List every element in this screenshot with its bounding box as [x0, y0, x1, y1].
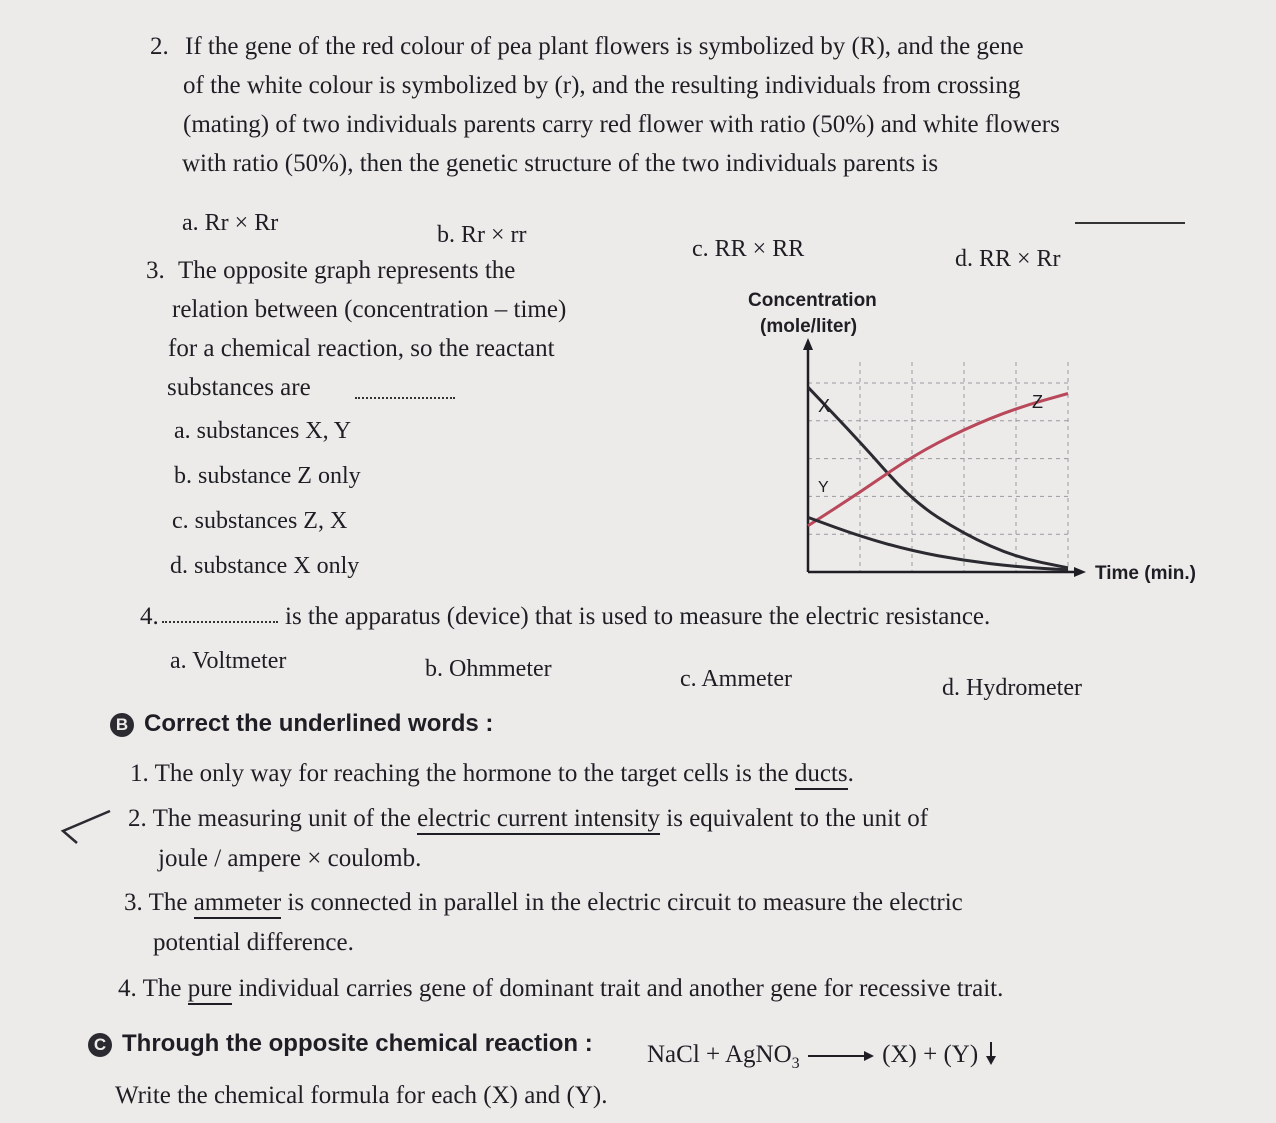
q4-option-b[interactable]: b. Ohmmeter [425, 656, 552, 682]
series-line-z [808, 517, 1068, 570]
b-item-4 [118, 970, 1003, 1007]
series-label-z: Z [1032, 392, 1043, 412]
reaction-arrow-icon [806, 1049, 876, 1063]
section-c-badge: C [88, 1033, 112, 1057]
b-item-2-number: 2. [128, 805, 147, 832]
q2-line-1: If the gene of the red colour of pea plant flowers is symbolized by (R), and the gene [185, 33, 1024, 60]
chart-ylabel-line1: Concentration [748, 290, 877, 311]
chemical-equation [647, 1036, 998, 1082]
q2-option-d[interactable]: d. RR × Rr [955, 246, 1061, 272]
equation-reactants: NaCl + AgNO [647, 1041, 792, 1068]
b-item-4-post: individual carries gene of dominant trait and another gene for recessive trait. [232, 975, 1004, 1002]
b-item-4-underlined[interactable]: pure [188, 975, 232, 1005]
chart-xlabel: Time (min.) [1095, 563, 1196, 584]
q3-option-a[interactable]: a. substances X, Y [174, 418, 352, 444]
b-item-3-post: is connected in parallel in the electric circuit to measure the electric [281, 889, 963, 916]
b-item-2-line2: joule / ampere × coulomb. [158, 845, 422, 872]
b-item-1-underlined[interactable]: ducts [795, 760, 848, 790]
q4-option-c[interactable]: c. Ammeter [680, 666, 792, 692]
concentration-time-chart [740, 280, 1240, 590]
q2-answer-blank[interactable] [1075, 222, 1185, 224]
q3-line-1: The opposite graph represents the [178, 257, 516, 284]
b-item-3-number: 3. [124, 889, 143, 916]
q3-option-b[interactable]: b. substance Z only [174, 463, 361, 489]
b-item-1-text: The only way for reaching the hormone to the target cells is the [154, 760, 789, 787]
precipitate-arrow-icon [984, 1040, 998, 1066]
series-label-y: Y [818, 479, 829, 496]
b-item-2-post: is equivalent to the unit of [660, 805, 929, 832]
b-item-3-line2: potential difference. [153, 929, 354, 956]
q4-number: 4. [140, 603, 159, 630]
q3-number: 3. [146, 257, 165, 284]
equation-subscript: 3 [791, 1055, 800, 1072]
q3-answer-blank[interactable] [355, 397, 455, 399]
series-line-y [808, 394, 1068, 526]
b-item-2 [128, 800, 928, 837]
q2-option-c[interactable]: c. RR × RR [692, 236, 805, 262]
b-item-1-post: . [847, 760, 854, 787]
b-item-3 [124, 884, 963, 921]
b-item-1 [130, 755, 854, 792]
b-item-4-text: The [142, 975, 182, 1002]
q3-line-3: for a chemical reaction, so the reactant [168, 335, 555, 362]
q3-line-4: substances are [167, 374, 311, 401]
chart-ylabel-line2: (mole/liter) [760, 316, 858, 337]
b-item-1-number: 1. [130, 760, 149, 787]
series-line-x [808, 387, 1068, 568]
q2-line-4: with ratio (50%), then the genetic structure of the two individuals parents is [182, 150, 939, 177]
q2-line-2: of the white colour is symbolized by (r), and the resulting individuals from crossing [183, 72, 1021, 99]
section-b-badge: B [110, 713, 134, 737]
section-b-heading [110, 710, 493, 738]
series-label-x: X [818, 396, 831, 416]
chart-y-arrow [803, 338, 813, 350]
chart-grid [808, 362, 1068, 572]
section-b-title: Correct the underlined words : [144, 710, 494, 737]
section-c-instruction: Write the chemical formula for each (X) and (Y). [115, 1082, 608, 1109]
q4-text: is the apparatus (device) that is used to measure the electric resistance. [285, 603, 991, 630]
b-item-2-text: The measuring unit of the [152, 805, 411, 832]
q2-option-a[interactable]: a. Rr × Rr [182, 210, 279, 236]
b-item-3-text: The [148, 889, 188, 916]
q2-line-3: (mating) of two individuals parents carry red flower with ratio (50%) and white flowers [183, 111, 1060, 138]
q4-option-a[interactable]: a. Voltmeter [170, 648, 287, 674]
q3-line-2: relation between (concentration – time) [172, 296, 567, 323]
arrow-mark-icon [55, 805, 115, 845]
q3-option-d[interactable]: d. substance X only [170, 553, 360, 579]
q4-answer-blank[interactable] [162, 621, 278, 623]
b-item-2-underlined[interactable]: electric current intensity [417, 805, 660, 835]
section-c-heading [88, 1030, 593, 1058]
b-item-3-underlined[interactable]: ammeter [194, 889, 281, 919]
equation-products: (X) + (Y) [882, 1041, 979, 1068]
b-item-4-number: 4. [118, 975, 137, 1002]
q2-option-b[interactable]: b. Rr × rr [437, 222, 527, 248]
q3-option-c[interactable]: c. substances Z, X [172, 508, 348, 534]
section-c-title: Through the opposite chemical reaction : [122, 1030, 593, 1057]
q4-option-d[interactable]: d. Hydrometer [942, 675, 1082, 701]
chart-x-arrow [1074, 567, 1086, 577]
q2-number: 2. [150, 33, 169, 60]
